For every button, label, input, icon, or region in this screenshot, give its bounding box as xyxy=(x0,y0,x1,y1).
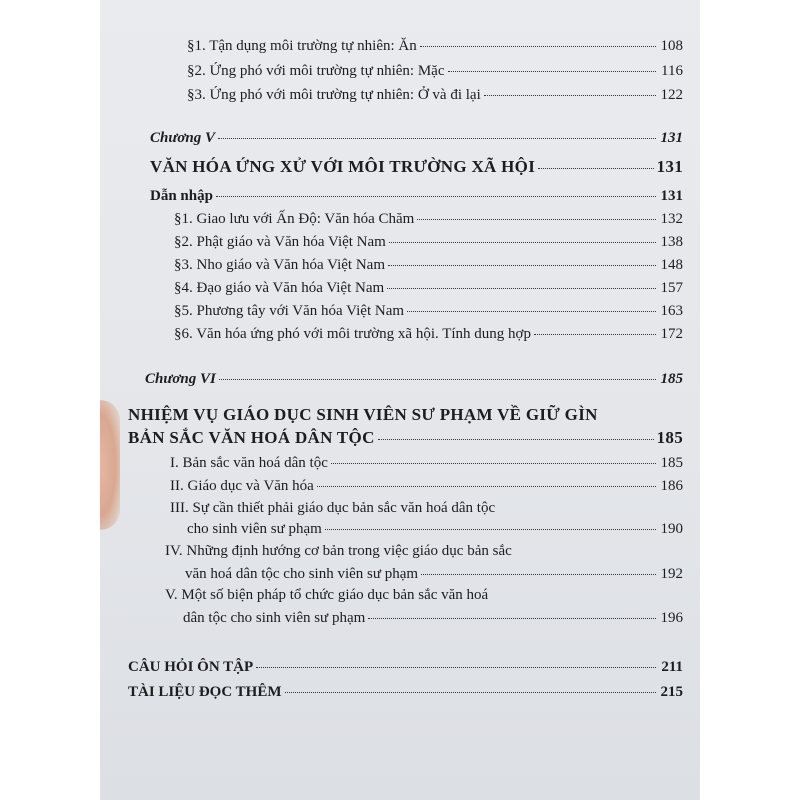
toc-entry: I. Bản sắc văn hoá dân tộc 185 xyxy=(170,455,683,471)
toc-entry: §5. Phương tây với Văn hóa Việt Nam 163 xyxy=(174,303,683,319)
chapter-6-title-line1: NHIỆM VỤ GIÁO DỤC SINH VIÊN SƯ PHẠM VỀ GIỮ GÌN xyxy=(128,405,598,424)
toc-entry: văn hoá dân tộc cho sinh viên sư phạm 192 xyxy=(185,566,683,582)
chapter-5-intro: Dẫn nhập 131 xyxy=(150,188,683,204)
toc-entry: §6. Văn hóa ứng phó với môi trường xã hội. Tính dung hợp 172 xyxy=(174,326,683,342)
toc-entry-line1: III. Sự cần thiết phải giáo dục bản sắc văn hoá dân tộc xyxy=(170,500,496,516)
toc-entry: §2. Phật giáo và Văn hóa Việt Nam 138 xyxy=(174,234,683,250)
book-page xyxy=(100,0,700,800)
toc-entry-line1: V. Một số biện pháp tổ chức giáo dục bản sắc văn hoá xyxy=(165,587,489,603)
chapter-5-entry: Chương V 131 xyxy=(150,130,683,146)
further-reading-entry: TÀI LIỆU ĐỌC THÊM 215 xyxy=(128,684,683,700)
review-questions-entry: CÂU HỎI ÔN TẬP 211 xyxy=(128,659,683,675)
toc-entry: II. Giáo dục và Văn hóa 186 xyxy=(170,478,683,494)
toc-entry: §3. Nho giáo và Văn hóa Việt Nam 148 xyxy=(174,257,683,273)
toc-entry: §1. Tận dụng môi trường tự nhiên: Ăn 108 xyxy=(187,38,683,54)
chapter-5-title: VĂN HÓA ỨNG XỬ VỚI MÔI TRƯỜNG XÃ HỘI 131 xyxy=(150,157,683,176)
toc-entry-line1: IV. Những định hướng cơ bản trong việc giáo dục bản sắc xyxy=(165,543,512,559)
toc-entry: §2. Ứng phó với môi trường tự nhiên: Mặc 116 xyxy=(187,63,683,79)
toc-entry: cho sinh viên sư phạm 190 xyxy=(187,521,683,537)
toc-entry: dân tộc cho sinh viên sư phạm 196 xyxy=(183,610,683,626)
thumb-shadow xyxy=(100,400,120,530)
chapter-6-title-line2: BẢN SẮC VĂN HOÁ DÂN TỘC 185 xyxy=(128,428,683,447)
toc-entry: §3. Ứng phó với môi trường tự nhiên: Ở và đi lại 122 xyxy=(187,87,683,103)
toc-entry: §4. Đạo giáo và Văn hóa Việt Nam 157 xyxy=(174,280,683,296)
toc-entry: §1. Giao lưu với Ấn Độ: Văn hóa Chăm 132 xyxy=(174,211,683,227)
chapter-6-entry: Chương VI 185 xyxy=(145,371,683,387)
